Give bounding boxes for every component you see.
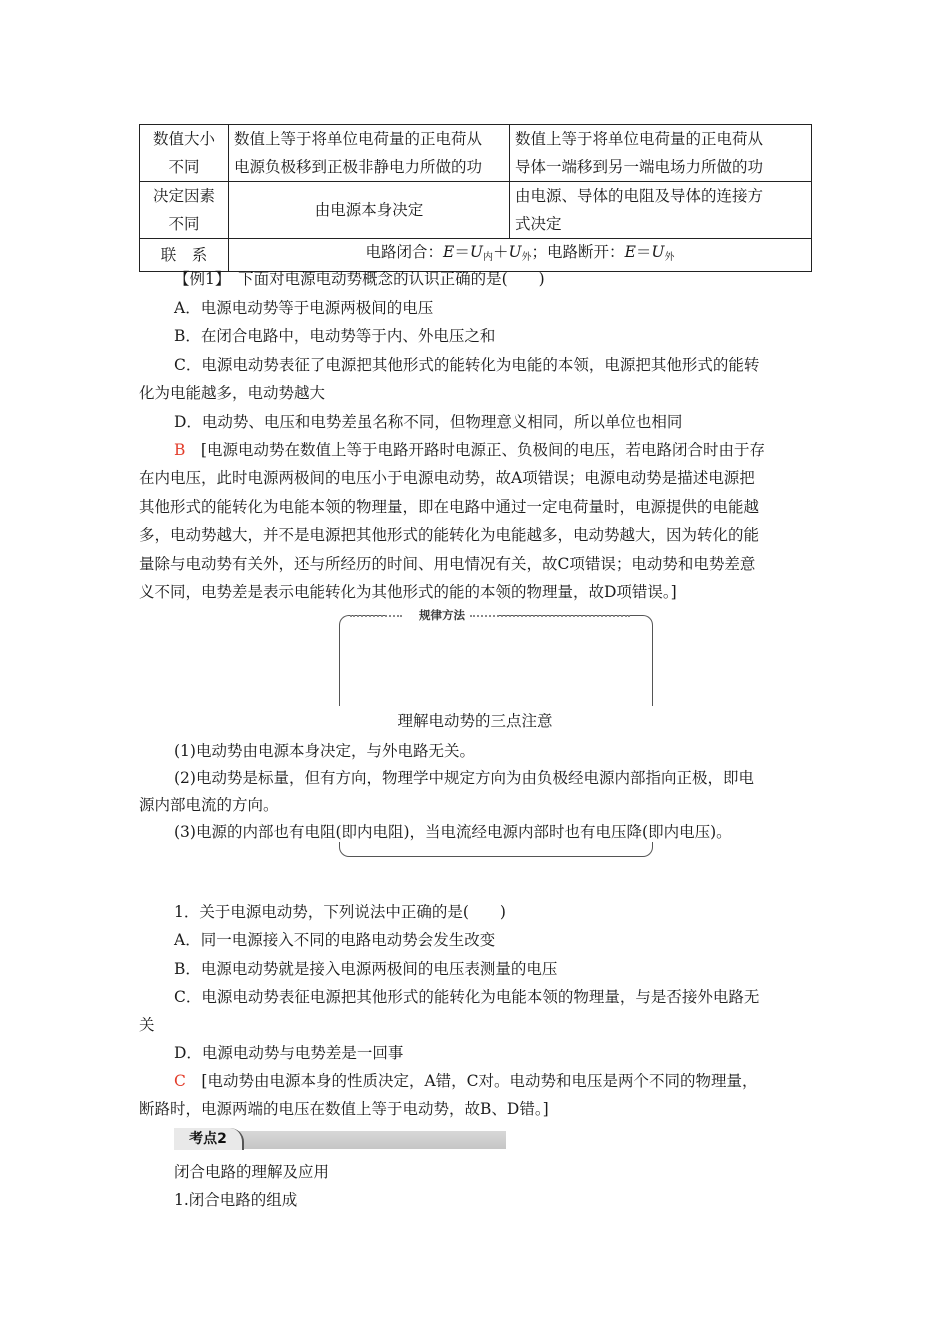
row-header: 决定因素 不同 <box>140 182 229 239</box>
answer-line: C [电动势由电源本身的性质决定，A错，C对。电动势和电压是两个不同的物理量， <box>174 1072 758 1090</box>
method-point: (1)电动势由电源本身决定，与外电路无关。 <box>174 742 475 760</box>
method-point: (3)电源的内部也有电阻(即内电阻)，当电流经电源内部时也有电压降(即内电压)。 <box>174 823 732 841</box>
table-cell: 由电源、导体的电阻及导体的连接方 式决定 <box>510 182 812 239</box>
table-cell: 由电源本身决定 <box>229 182 510 239</box>
answer-letter: C <box>174 1072 186 1090</box>
option-c: C．电源电动势表征了电源把其他形式的能转化为电能的本领，电源把其他形式的能转 <box>174 356 760 374</box>
method-point-cont: 源内部电流的方向。 <box>139 796 279 814</box>
table-row <box>140 239 812 272</box>
option-c-cont: 关 <box>139 1016 155 1034</box>
option-c-cont: 化为电能越多，电动势越大 <box>139 384 326 402</box>
exercise-question: 1．关于电源电动势，下列说法中正确的是( ) <box>174 903 506 921</box>
relation-formula: 电路闭合：$E=U_内+U_外$；电路断开：$E=U_外$ <box>229 239 812 272</box>
explanation-line: 多，电动势越大，并不是电源把其他形式的能转化为电能越多，电动势越大，因为转化的能 <box>139 526 760 544</box>
option-b: B．电源电动势就是接入电源两极间的电压表测量的电压 <box>174 960 558 978</box>
comparison-table <box>139 124 812 272</box>
answer-letter: B <box>174 441 186 459</box>
row-header: 数值大小 不同 <box>140 125 229 182</box>
table-cell: 数值上等于将单位电荷量的正电荷从 导体一端移到另一端电场力所做的功 <box>510 125 812 182</box>
table-row <box>140 125 812 182</box>
method-title: 理解电动势的三点注意 <box>397 712 553 730</box>
table-cell: 数值上等于将单位电荷量的正电荷从 电源负极移到正极非静电力所做的功 <box>229 125 510 182</box>
explanation-line: 在内电压，此时电源两极间的电压小于电源电动势，故A项错误；电源电动势是描述电源把 <box>139 469 755 487</box>
explanation-line: 断路时，电源两端的电压在数值上等于电动势，故B、D错。] <box>139 1100 549 1118</box>
answer-line: B [电源电动势在数值上等于电路开路时电源正、负极间的电压，若电路闭合时由于存 <box>174 441 765 459</box>
option-c: C．电源电动势表征电源把其他形式的能转化为电能本领的物理量，与是否接外电路无 <box>174 988 760 1006</box>
explanation-line: 其他形式的能转化为电能本领的物理量，即在电路中通过一定电荷量时，电源提供的电能越 <box>139 498 760 516</box>
explanation-line: 量除与电动势有关外，还与所经历的时间、用电情况有关，故C项错误；电动势和电势差意 <box>139 555 756 573</box>
method-frame-bottom <box>339 842 653 857</box>
method-point: (2)电动势是标量，但有方向，物理学中规定方向为由负极经电源内部指向正极，即电 <box>174 769 754 787</box>
section-item: 1.闭合电路的组成 <box>174 1191 298 1209</box>
method-label: 规律方法 <box>419 608 465 622</box>
section-tag: 考点2 <box>174 1128 244 1150</box>
method-frame <box>339 615 653 706</box>
explanation-line: 义不同，电势差是表示电能转化为其他形式的能的本领的物理量，故D项错误。] <box>139 583 677 601</box>
option-a: A．电源电动势等于电源两极间的电压 <box>174 299 434 317</box>
table-row <box>140 182 812 239</box>
example-question: 【例1】 下面对电源电动势概念的认识正确的是( ) <box>174 270 545 288</box>
section-title: 闭合电路的理解及应用 <box>174 1163 330 1181</box>
option-a: A．同一电源接入不同的电路电动势会发生改变 <box>174 931 496 949</box>
row-header: 联 系 <box>140 239 229 272</box>
option-d: D．电动势、电压和电势差虽名称不同，但物理意义相同，所以单位也相同 <box>174 413 683 431</box>
option-d: D．电源电动势与电势差是一回事 <box>174 1044 404 1062</box>
option-b: B．在闭合电路中，电动势等于内、外电压之和 <box>174 327 496 345</box>
